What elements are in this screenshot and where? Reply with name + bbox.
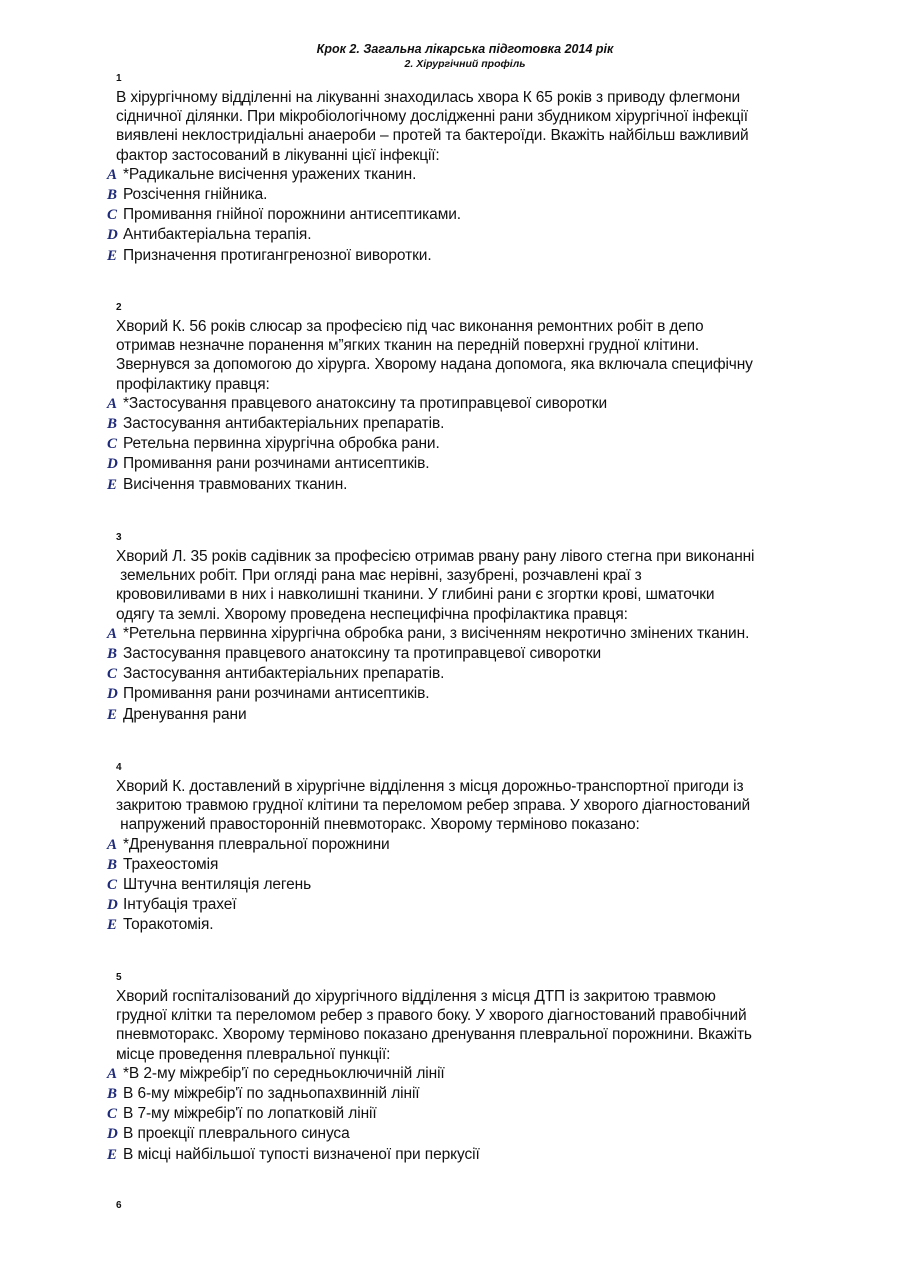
option-text: Призначення протигангренозної виворотки. [123,246,432,264]
option-letter: B [107,416,117,433]
option-letter: D [107,227,118,244]
option-text: Ретельна первинна хірургічна обробка рани. [123,435,440,453]
answer-option [107,394,836,414]
question-text-line: фактор застосований в лікуванні цієї інфекції: [116,146,440,164]
option-text: Промивання рани розчинами антисептиків. [123,455,430,473]
answer-options [107,624,836,725]
option-text: Промивання рани розчинами антисептиків. [123,685,430,703]
question-block [107,300,836,495]
answer-option [107,1084,836,1104]
question-text-line: отримав незначне поранення м”ягких тканин на передній поверхні грудної клітини. [116,337,700,355]
question-block [107,760,836,936]
question-text-line: грудної клітки та переломом ребер з правого боку. У хворого діагностований правобічний [116,1007,747,1025]
option-letter: D [107,686,118,703]
option-text: Висічення травмованих тканин. [123,475,348,493]
answer-option [107,414,836,434]
option-letter: B [107,187,117,204]
answer-option [107,1145,836,1165]
option-letter: C [107,207,117,224]
option-text: *Радикальне висічення уражених тканин. [123,165,417,183]
question-number: 6 [116,1200,122,1211]
option-text: Дренування рани [123,705,247,723]
question-text [116,777,836,835]
option-letter: E [107,247,117,264]
option-letter: A [107,166,117,183]
option-text: Торакотомія. [123,916,214,934]
option-text: Застосування правцевого анатоксину та протиправцевої сиворотки [123,645,602,663]
answer-option [107,475,836,495]
option-letter: E [107,476,117,493]
question-text-line: В хірургічному відділенні на лікуванні знаходилась хвора К 65 років з приводу флегмони [116,89,741,106]
option-text: *В 2-му міжребір'ї по середньоключичній лінії [123,1064,445,1082]
answer-option [107,205,836,225]
answer-option [107,895,836,915]
answer-options [107,835,836,936]
option-letter: A [107,836,117,853]
answer-option [107,684,836,704]
answer-option [107,246,836,266]
question-text-line: Хворий К. 56 років слюсар за професією під час виконання ремонтних робіт в депо [116,318,704,335]
answer-option [107,185,836,205]
answer-option [107,1124,836,1144]
option-text: В проекції плеврального синуса [123,1125,350,1143]
option-letter: B [107,856,117,873]
option-text: Розсічення гнійника. [123,186,268,204]
question-text-line: сідничної ділянки. При мікробіологічному дослідженні рани збудником хірургічної інфекції [116,108,748,126]
question-text [116,547,836,624]
answer-option [107,835,836,855]
answer-option [107,165,836,185]
question-text [116,88,836,165]
answer-option [107,1104,836,1124]
option-text: Штучна вентиляція легень [123,876,312,894]
option-text: Застосування антибактеріальних препаратів. [123,665,445,683]
answer-option [107,454,836,474]
question-block [107,71,836,266]
option-letter: D [107,1126,118,1143]
question-text-line: Хворий госпіталізований до хірургічного відділення з місця ДТП із закритою травмою [116,988,716,1005]
answer-options [107,394,836,495]
answer-option [107,915,836,935]
document-subtitle: 2. Хірургічний профіль [404,58,526,70]
question-text-line: напружений правосторонній пневмоторакс. Хворому терміново показано: [116,816,640,834]
option-letter: C [107,1106,117,1123]
question-block [107,530,836,725]
option-text: В 7-му міжребір'ї по лопатковій лінії [123,1105,377,1123]
answer-options [107,1064,836,1165]
option-text: Антибактеріальна терапія. [123,226,312,244]
option-letter: A [107,1065,117,1082]
option-letter: C [107,436,117,453]
question-text-line: місце проведення плевральної пункції: [116,1045,391,1063]
question-text [116,987,836,1064]
document-title: Крок 2. Загальна лікарська підготовка 2014 рік [316,42,614,56]
question-text-line: профілактику правця: [116,375,270,393]
answer-option [107,664,836,684]
answer-option [107,875,836,895]
question-text-line: закритою травмою грудної клітини та переломом ребер зправа. У хворого діагностований [116,797,751,815]
option-letter: E [107,706,117,723]
question-block [116,1198,836,1215]
question-text-line: крововиливами в них і навколишні тканини. У глибині рани є згортки крові, шматочки [116,586,715,604]
answer-option [107,855,836,875]
option-text: В 6-му міжребір'ї по задньопахвинній лінії [123,1085,420,1103]
option-letter: B [107,646,117,663]
question-text-line: Хворий Л. 35 років садівник за професією отримав рвану рану лівого стегна при виконанні [116,548,755,565]
question-number: 3 [116,532,122,543]
option-letter: B [107,1086,117,1103]
question-text [116,317,836,394]
option-text: Інтубація трахеї [123,896,237,914]
answer-option [107,624,836,644]
question-number: 5 [116,972,122,983]
option-letter: A [107,395,117,412]
option-letter: D [107,897,118,914]
question-number: 1 [116,73,122,84]
option-letter: C [107,666,117,683]
option-letter: A [107,625,117,642]
question-number: 4 [116,762,122,773]
option-text: В місці найбільшої тупості визначеної при перкусії [123,1145,480,1163]
option-text: *Застосування правцевого анатоксину та протиправцевої сиворотки [123,394,608,412]
answer-option [107,225,836,245]
option-letter: E [107,1146,117,1163]
answer-option [107,644,836,664]
question-block [107,970,836,1165]
option-text: *Ретельна первинна хірургічна обробка рани, з висіченням некротично змінених тканин. [123,624,750,642]
question-text-line: виявлені неклостридіальні анаероби – протей та бактероїди. Вкажіть найбільш важливий [116,127,749,145]
option-text: *Дренування плевральної порожнини [123,835,390,853]
answer-option [107,1064,836,1084]
answer-option [107,434,836,454]
answer-option [107,705,836,725]
answer-options [107,165,836,266]
question-text-line: Звернувся за допомогою до хірурга. Хворому надана допомога, яка включала специфічну [116,356,753,374]
question-text-line: пневмоторакс. Хворому терміново показано дренування плевральної порожнини. Вкажіть [116,1026,752,1044]
option-letter: D [107,456,118,473]
option-letter: C [107,877,117,894]
option-letter: E [107,917,117,934]
question-number: 2 [116,302,122,313]
question-text-line: земельних робіт. При огляді рана має нерівні, зазубрені, розчавлені краї з [116,567,642,585]
option-text: Промивання гнійної порожнини антисептиками. [123,206,462,224]
option-text: Трахеостомія [123,855,219,873]
question-text-line: одягу та землі. Хворому проведена неспецифічна профілактика правця: [116,605,628,623]
question-text-line: Хворий К. доставлений в хірургічне відділення з місця дорожньо-транспортної пригоди із [116,778,744,795]
option-text: Застосування антибактеріальних препаратів. [123,415,445,433]
